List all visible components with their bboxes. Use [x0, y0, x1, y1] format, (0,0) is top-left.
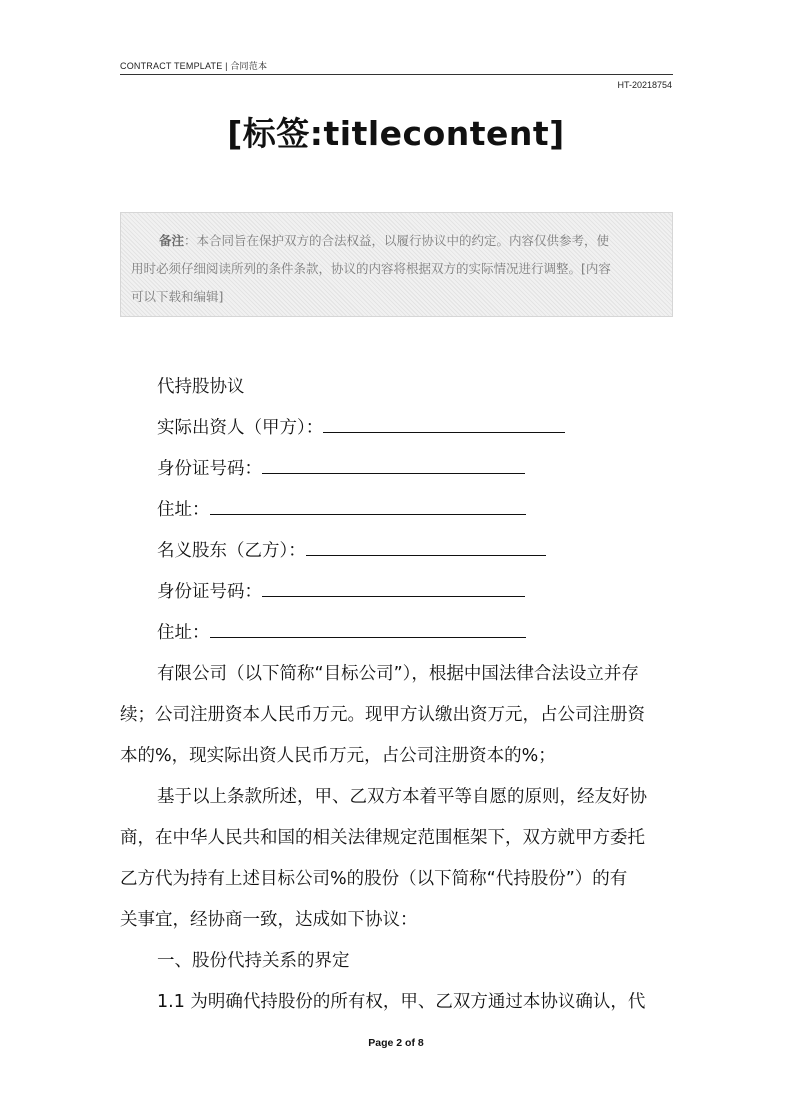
note-box — [120, 212, 673, 317]
investor-blank[interactable] — [323, 412, 565, 433]
nominee-field — [120, 531, 673, 572]
paragraph-basis — [120, 777, 673, 941]
paragraph-basis-line-3: 乙方代为持有上述目标公司%的股份（以下简称“代持股份”）的有 — [120, 869, 628, 889]
address-blank-2[interactable] — [210, 617, 526, 638]
document-code: HT-20218754 — [617, 80, 672, 90]
note-label: 备注 — [159, 233, 185, 248]
paragraph-basis-line-1: 基于以上条款所述，甲、乙双方本着平等自愿的原则，经友好协 — [157, 787, 647, 807]
page-number: Page 2 of 8 — [368, 1037, 424, 1049]
investor-label: 实际出资人（甲方）： — [157, 418, 324, 438]
header-divider — [120, 74, 673, 75]
id-number-blank-1[interactable] — [262, 453, 525, 474]
id-number-label-2: 身份证号码： — [157, 582, 262, 602]
address-field-2 — [120, 613, 673, 654]
paragraph-company — [120, 654, 673, 777]
header-label: CONTRACT TEMPLATE | 合同范本 — [120, 61, 268, 71]
document-title: [标签:titlecontent] — [227, 114, 565, 153]
paragraph-company-line-1: 有限公司（以下简称“目标公司”），根据中国法律合法设立并存 — [157, 664, 639, 684]
address-label-1: 住址： — [157, 500, 210, 520]
address-field-1 — [120, 490, 673, 531]
paragraph-basis-line-4: 关事宜，经协商一致，达成如下协议： — [120, 910, 418, 930]
clause-1-1: 1.1 为明确代持股份的所有权，甲、乙双方通过本协议确认，代 — [157, 992, 646, 1012]
id-number-field-2 — [120, 572, 673, 613]
paragraph-basis-line-2: 商，在中华人民共和国的相关法律规定范围框架下，双方就甲方委托 — [120, 828, 645, 848]
id-number-blank-2[interactable] — [262, 576, 525, 597]
address-label-2: 住址： — [157, 623, 210, 643]
note-text-line-1: ：本合同旨在保护双方的合法权益，以履行协议中的约定。内容仅供参考，使 — [184, 233, 610, 248]
note-text-line-2: 用时必须仔细阅读所列的条件条款，协议的内容将根据双方的实际情况进行调整。[内容 — [131, 261, 611, 276]
nominee-blank[interactable] — [306, 535, 546, 556]
id-number-label-1: 身份证号码： — [157, 459, 262, 479]
contract-body — [120, 367, 673, 1023]
note-text-line-3: 可以下载和编辑] — [131, 289, 224, 304]
contract-heading: 代持股协议 — [157, 377, 245, 397]
paragraph-company-line-3: 本的%，现实际出资人民币万元，占公司注册资本的%； — [120, 746, 556, 766]
nominee-label: 名义股东（乙方）： — [157, 541, 306, 561]
paragraph-company-line-2: 续；公司注册资本人民币万元。现甲方认缴出资万元，占公司注册资 — [120, 705, 645, 725]
id-number-field-1 — [120, 449, 673, 490]
investor-field — [120, 408, 673, 449]
address-blank-1[interactable] — [210, 494, 526, 515]
section-1-heading: 一、股份代持关系的界定 — [157, 951, 350, 971]
